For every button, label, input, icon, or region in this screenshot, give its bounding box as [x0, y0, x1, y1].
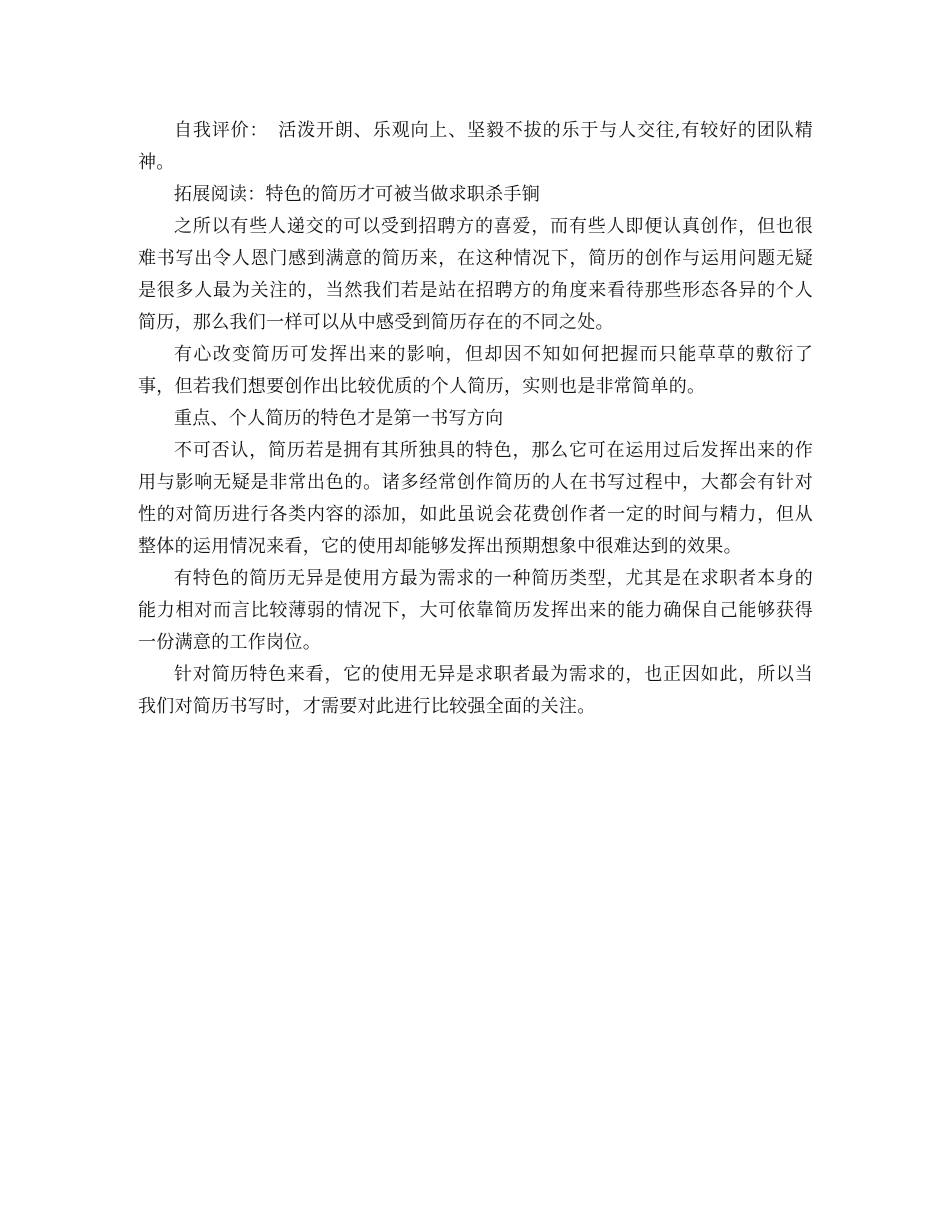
paragraph-extended-reading-title: 拓展阅读：特色的简历才可被当做求职杀手锏 [174, 184, 540, 205]
paragraph-improve-resume: 有心改变简历可发挥出来的影响，但却因不知如何把握而只能草草的敷衍了事，但若我们想要创作出比较优质的个人简历，实则也是非常简单的。 [138, 344, 813, 397]
paragraph-intro: 之所以有些人递交的可以受到招聘方的喜爱，而有些人即便认真创作，但也很难书写出令人恩门感到满意的简历来，在这种情况下，简历的创作与运用问题无疑是很多人最为关注的，当然我们若是站在招聘方的角度来看待那些形态各异的个人简历，那么我们一样可以从中感受到简历存在的不同之处。 [138, 216, 813, 333]
paragraph-featured-resume: 有特色的简历无异是使用方最为需求的一种简历类型，尤其是在求职者本身的能力相对而言比较薄弱的情况下，大可依靠简历发挥出来的能力确保自己能够获得一份满意的工作岗位。 [138, 568, 813, 653]
paragraph-key-point-heading: 重点、个人简历的特色才是第一书写方向 [174, 408, 504, 429]
paragraph-conclusion: 针对简历特色来看，它的使用无异是求职者最为需求的，也正因如此，所以当我们对简历书写时，才需要对此进行比较强全面的关注。 [138, 664, 813, 717]
paragraph-self-evaluation: 自我评价： 活泼开朗、乐观向上、坚毅不拔的乐于与人交往,有较好的团队精神。 [138, 120, 813, 173]
document-body [138, 115, 813, 723]
paragraph-undeniable: 不可否认，简历若是拥有其所独具的特色，那么它可在运用过后发挥出来的作用与影响无疑是非常出色的。诸多经常创作简历的人在书写过程中，大都会有针对性的对简历进行各类内容的添加，如此虽说会花费创作者一定的时间与精力，但从整体的运用情况来看，它的使用却能够发挥出预期想象中很难达到的效果。 [138, 440, 813, 557]
